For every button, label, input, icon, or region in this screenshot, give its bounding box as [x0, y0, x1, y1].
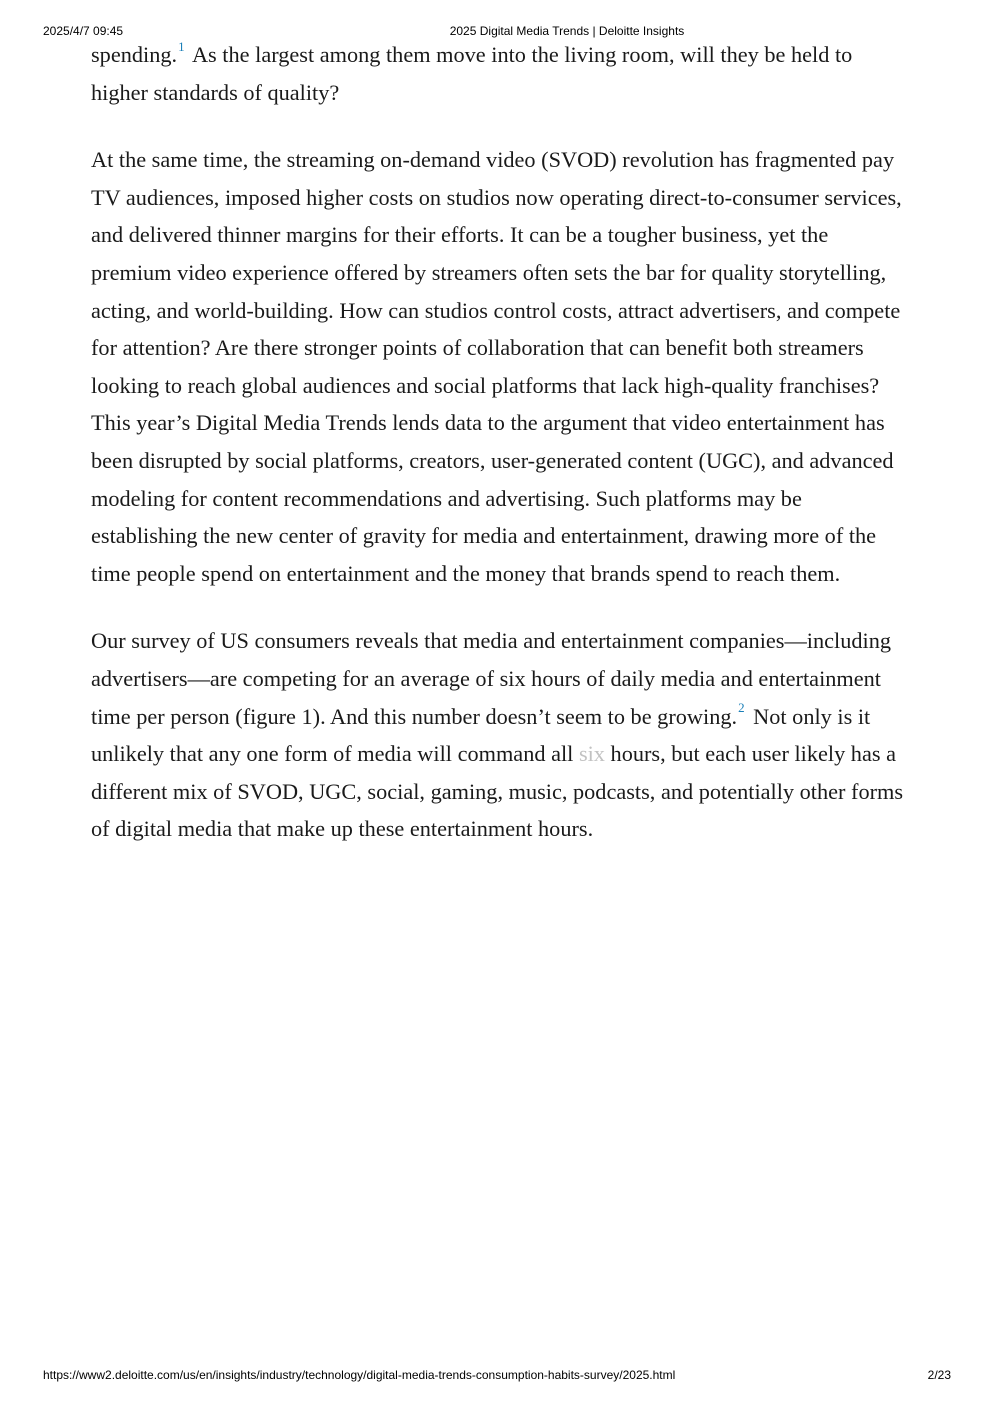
print-url: https://www2.deloitte.com/us/en/insights/industry/technology/digital-media-trends-consumption-habits-survey/2025.html — [43, 1368, 676, 1382]
paragraph-4-text-end: hours, but each user likely has a different mix of SVOD, UGC, social, gaming, music, podcasts, and potentially other forms of digital media that make up these entertainment hours. — [91, 741, 904, 842]
footnote-ref-2[interactable]: 2 — [738, 700, 745, 716]
paragraph-1 — [91, 36, 906, 111]
paragraph-2: At the same time, the streaming on-demand video (SVOD) revolution has fragmented pay TV audiences, imposed higher costs on studios now operating direct-to-consumer services, and delivered thinner margins for their efforts. It can be a tougher business, yet the premium video experience offered by streamers often sets the bar for quality storytelling, acting, and world-building. How can studios control costs, attract advertisers, and compete for attention? Are there stronger points of collaboration that can benefit both streamers looking to reach global audiences and social platforms that lack high-quality franchises? — [91, 147, 902, 398]
paragraph-4-text-start: Our survey of US consumers reveals that media and entertainment companies—including advertisers—are competing for an average of six hours of daily media and entertainment time per person (figure 1). And this number doesn’t seem to be growing. — [91, 628, 891, 729]
print-page-title: 2025 Digital Media Trends | Deloitte Insights — [449, 24, 685, 38]
paragraph-1-text-start: spending. — [91, 42, 178, 67]
print-footer — [0, 1368, 992, 1384]
paragraph-4 — [91, 622, 906, 848]
article-body — [91, 36, 906, 848]
paragraph-3: This year’s Digital Media Trends lends data to the argument that video entertainment has been disrupted by social platforms, creators, user-generated content (UGC), and advanced modeling for content recommendations and advertising. Such platforms may be establishing the new center of gravity for media and entertainment, drawing more of the time people spend on entertainment and the money that brands spend to reach them. — [91, 410, 894, 586]
print-datetime: 2025/4/7 09:45 — [43, 24, 124, 38]
print-page-number: 2/23 — [927, 1368, 951, 1382]
paragraph-1-text-end: As the largest among them move into the living room, will they be held to higher standards of quality? — [91, 42, 853, 105]
paragraph-4-faded-word: six — [578, 741, 605, 767]
footnote-ref-1[interactable]: 1 — [178, 38, 185, 54]
paragraph-4-text-mid: Not only is it unlikely that any one form of media will command all — [91, 703, 871, 767]
